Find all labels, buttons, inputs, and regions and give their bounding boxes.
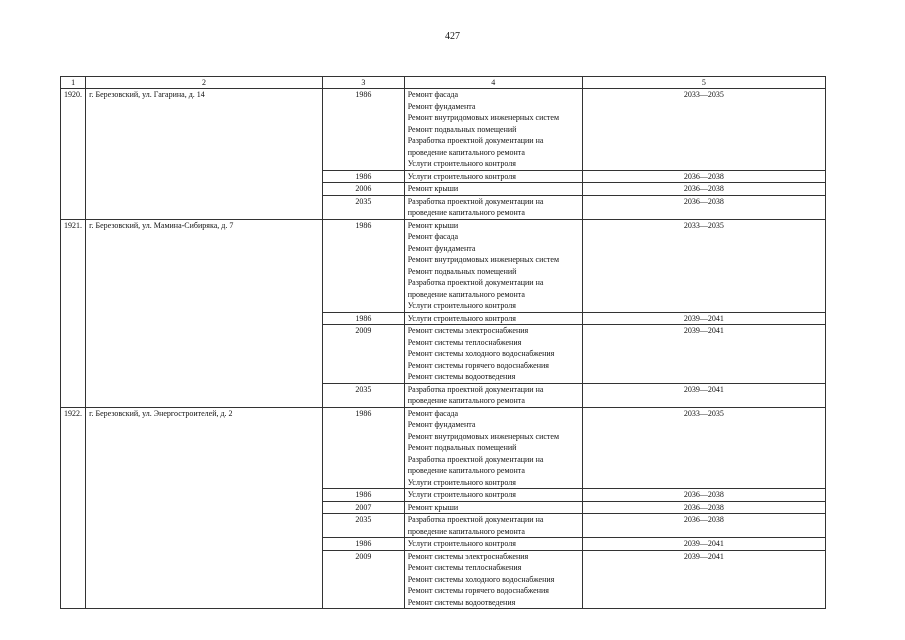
work-item: проведение капитального ремонта xyxy=(407,147,525,157)
term-cell: 2036—2038 xyxy=(582,489,825,502)
year-cell: 2009 xyxy=(322,325,404,384)
year-cell: 1986 xyxy=(322,219,404,312)
works-cell xyxy=(404,407,582,489)
building-address: г. Березовский, ул. Энергостроителей, д. 2 xyxy=(86,407,323,609)
work-item: Ремонт системы электроснабжения xyxy=(407,551,529,561)
works-cell xyxy=(404,195,582,219)
works-cell xyxy=(404,501,582,514)
work-item: Разработка проектной документации на xyxy=(407,515,544,524)
page-number: 427 xyxy=(445,31,460,42)
column-number-row xyxy=(61,77,826,89)
work-item: Ремонт системы теплоснабжения xyxy=(407,563,522,572)
column-header: 4 xyxy=(404,77,582,89)
work-item: Ремонт фундамента xyxy=(407,243,476,253)
work-item: проведение капитального ремонта xyxy=(407,466,525,475)
year-cell: 2035 xyxy=(322,514,404,538)
year-cell: 1986 xyxy=(322,407,404,489)
building-address: г. Березовский, ул. Мамина-Сибиряка, д. 7 xyxy=(86,219,323,407)
year-cell: 1986 xyxy=(322,538,404,551)
table-row xyxy=(61,219,826,312)
column-header: 5 xyxy=(582,77,825,89)
works-cell xyxy=(404,183,582,196)
work-item: Ремонт системы теплоснабжения xyxy=(407,337,522,347)
works-cell xyxy=(404,383,582,407)
term-cell: 2036—2038 xyxy=(582,170,825,183)
table-body xyxy=(61,89,826,609)
work-item: Ремонт фасада xyxy=(407,408,458,418)
work-item: Ремонт фундамента xyxy=(407,420,476,429)
year-cell: 1986 xyxy=(322,489,404,502)
work-item: Разработка проектной документации на xyxy=(407,136,544,145)
works-cell xyxy=(404,550,582,609)
work-item: Ремонт системы электроснабжения xyxy=(407,326,529,335)
works-cell xyxy=(404,312,582,325)
work-item: Ремонт крыши xyxy=(407,502,459,512)
year-cell: 2006 xyxy=(322,183,404,196)
work-item: проведение капитального ремонта xyxy=(407,396,525,405)
work-item: Услуги строительного контроля xyxy=(407,171,516,181)
works-cell xyxy=(404,170,582,183)
work-item: Ремонт системы горячего водоснабжения xyxy=(407,360,549,370)
work-item: Ремонт фасада xyxy=(407,90,458,99)
table-row xyxy=(61,407,826,489)
work-item: Ремонт внутридомовых инженерных систем xyxy=(407,255,560,264)
column-header: 3 xyxy=(322,77,404,89)
year-cell: 1986 xyxy=(322,312,404,325)
building-number: 1922. xyxy=(61,407,86,609)
term-cell: 2039—2041 xyxy=(582,312,825,325)
term-cell: 2039—2041 xyxy=(582,325,825,384)
work-item: Ремонт системы холодного водоснабжения xyxy=(407,574,555,584)
work-item: Ремонт фасада xyxy=(407,232,458,241)
table-header xyxy=(61,77,826,89)
work-item: Ремонт крыши xyxy=(407,220,459,230)
building-address: г. Березовский, ул. Гагарина, д. 14 xyxy=(86,89,323,220)
work-item: Ремонт крыши xyxy=(407,184,459,193)
work-item: проведение капитального ремонта xyxy=(407,526,525,536)
work-item: Услуги строительного контроля xyxy=(407,313,516,323)
year-cell: 1986 xyxy=(322,170,404,183)
year-cell: 2007 xyxy=(322,501,404,514)
work-item: проведение капитального ремонта xyxy=(407,289,525,299)
work-item: Ремонт подвальных помещений xyxy=(407,266,517,276)
building-number: 1920. xyxy=(61,89,86,220)
works-cell xyxy=(404,538,582,551)
work-item: Услуги строительного контроля xyxy=(407,539,516,548)
works-cell xyxy=(404,219,582,312)
term-cell: 2039—2041 xyxy=(582,538,825,551)
repair-schedule-table xyxy=(60,76,826,609)
works-cell xyxy=(404,325,582,384)
term-cell: 2036—2038 xyxy=(582,514,825,538)
work-item: Услуги строительного контроля xyxy=(407,477,516,487)
term-cell: 2036—2038 xyxy=(582,501,825,514)
column-header: 2 xyxy=(86,77,323,89)
work-item: Разработка проектной документации на xyxy=(407,384,544,394)
works-cell xyxy=(404,89,582,171)
work-item: Ремонт системы водоотведения xyxy=(407,372,516,381)
work-item: Разработка проектной документации на xyxy=(407,454,544,464)
work-item: Услуги строительного контроля xyxy=(407,490,516,499)
work-item: Ремонт внутридомовых инженерных систем xyxy=(407,113,560,122)
work-item: Ремонт подвальных помещений xyxy=(407,443,517,452)
work-item: Ремонт системы водоотведения xyxy=(407,597,516,607)
year-cell: 1986 xyxy=(322,89,404,171)
term-cell: 2033—2035 xyxy=(582,89,825,171)
work-item: Ремонт внутридомовых инженерных систем xyxy=(407,431,560,441)
term-cell: 2036—2038 xyxy=(582,183,825,196)
year-cell: 2035 xyxy=(322,195,404,219)
year-cell: 2009 xyxy=(322,550,404,609)
work-item: Ремонт подвальных помещений xyxy=(407,124,517,134)
work-item: Ремонт фундамента xyxy=(407,101,476,111)
work-item: Услуги строительного контроля xyxy=(407,159,516,168)
work-item: Ремонт системы горячего водоснабжения xyxy=(407,586,549,595)
term-cell: 2033—2035 xyxy=(582,219,825,312)
work-item: Разработка проектной документации на xyxy=(407,278,544,287)
table-row xyxy=(61,89,826,171)
work-item: проведение капитального ремонта xyxy=(407,208,525,217)
term-cell: 2039—2041 xyxy=(582,550,825,609)
work-item: Разработка проектной документации на xyxy=(407,196,544,206)
works-cell xyxy=(404,489,582,502)
column-header: 1 xyxy=(61,77,86,89)
term-cell: 2039—2041 xyxy=(582,383,825,407)
work-item: Услуги строительного контроля xyxy=(407,301,516,310)
year-cell: 2035 xyxy=(322,383,404,407)
term-cell: 2033—2035 xyxy=(582,407,825,489)
building-number: 1921. xyxy=(61,219,86,407)
work-item: Ремонт системы холодного водоснабжения xyxy=(407,349,555,358)
term-cell: 2036—2038 xyxy=(582,195,825,219)
works-cell xyxy=(404,514,582,538)
